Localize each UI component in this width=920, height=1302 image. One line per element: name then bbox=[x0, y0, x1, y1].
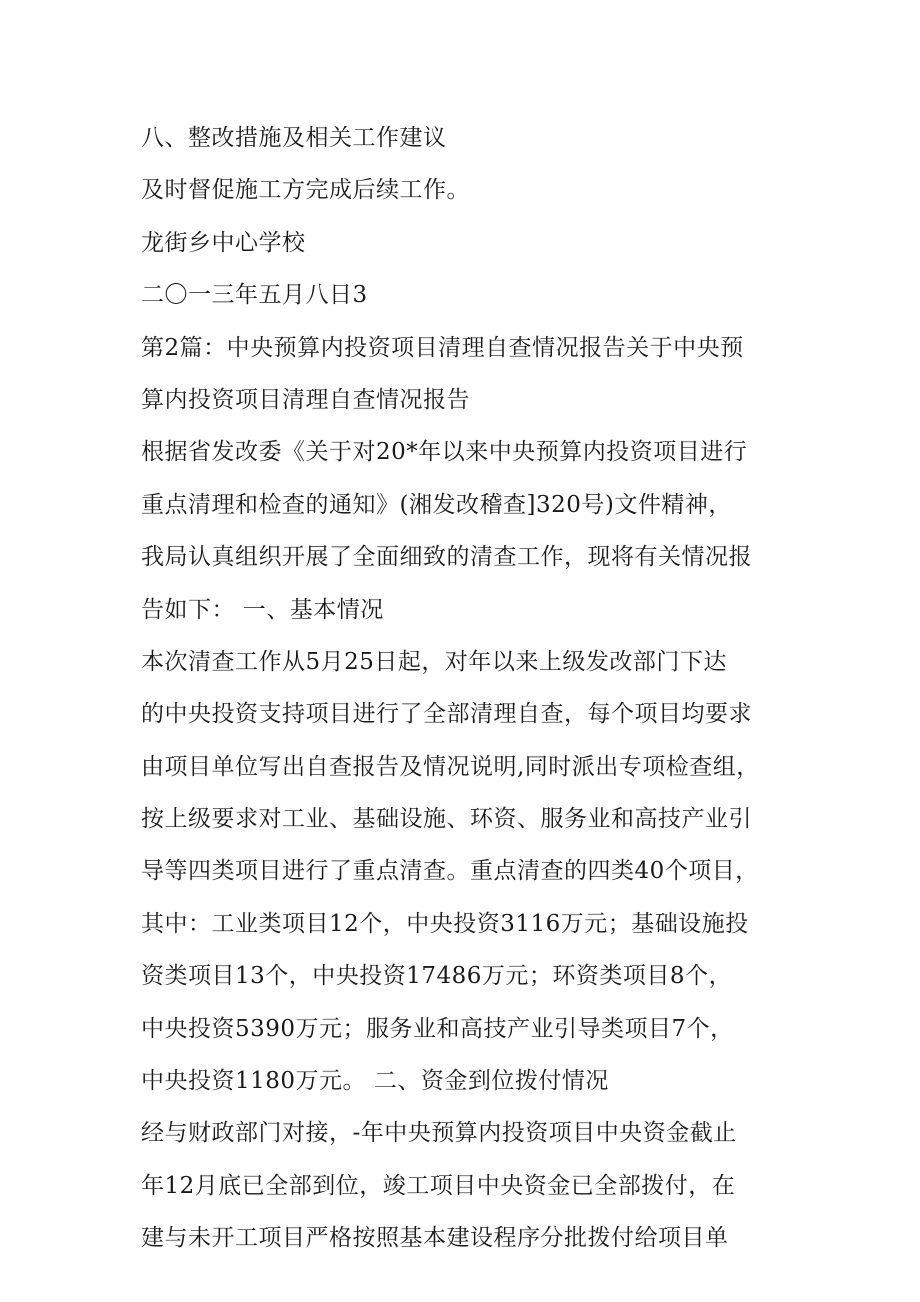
text-line: 建与未开工项目严格按照基本建设程序分批拨付给项目单 bbox=[141, 1225, 729, 1252]
text-line: 由项目单位写出自查报告及情况说明,同时派出专项检查组， bbox=[141, 753, 760, 780]
text-line: 中央投资1180万元。 二、资金到位拨付情况 bbox=[141, 1068, 609, 1095]
text-line: 导等四类项目进行了重点清查。重点清查的四类40个项目， bbox=[141, 858, 759, 885]
text-line: 资类项目13个，中央投资17486万元；环资类项目8个， bbox=[141, 963, 733, 990]
text-line: 我局认真组织开展了全面细致的清查工作，现将有关情况报 bbox=[141, 544, 752, 571]
text-line: 二〇一三年五月八日3 bbox=[141, 282, 368, 309]
text-line: 八、整改措施及相关工作建议 bbox=[141, 125, 447, 151]
text-line: 第2篇：中央预算内投资项目清理自查情况报告关于中央预 bbox=[141, 334, 744, 361]
text-line: 重点清理和检查的通知》(湘发改稽查]320号)文件精神， bbox=[141, 491, 732, 518]
text-line: 经与财政部门对接，-年中央预算内投资项目中央资金截止 bbox=[141, 1120, 737, 1147]
text-line: 龙街乡中心学校 bbox=[141, 229, 306, 256]
text-line: 告如下： 一、基本情况 bbox=[141, 596, 384, 623]
document-body bbox=[141, 112, 801, 1265]
text-line: 本次清查工作从5月25日起，对年以来上级发改部门下达 bbox=[141, 648, 727, 675]
text-line: 根据省发改委《关于对20*年以来中央预算内投资项目进行 bbox=[141, 439, 748, 466]
text-line: 的中央投资支持项目进行了全部清理自查，每个项目均要求 bbox=[141, 701, 752, 728]
text-line: 其中：工业类项目12个，中央投资3116万元；基础设施投 bbox=[141, 910, 749, 937]
text-line: 年12月底已全部到位，竣工项目中央资金已全部拨付，在 bbox=[141, 1172, 736, 1199]
text-line: 按上级要求对工业、基础设施、环资、服务业和高技产业引 bbox=[141, 806, 752, 833]
text-line: 及时督促施工方完成后续工作。 bbox=[141, 177, 470, 204]
text-line: 算内投资项目清理自查情况报告 bbox=[141, 386, 470, 413]
text-line: 中央投资5390万元；服务业和高技产业引导类项目7个， bbox=[141, 1015, 734, 1042]
